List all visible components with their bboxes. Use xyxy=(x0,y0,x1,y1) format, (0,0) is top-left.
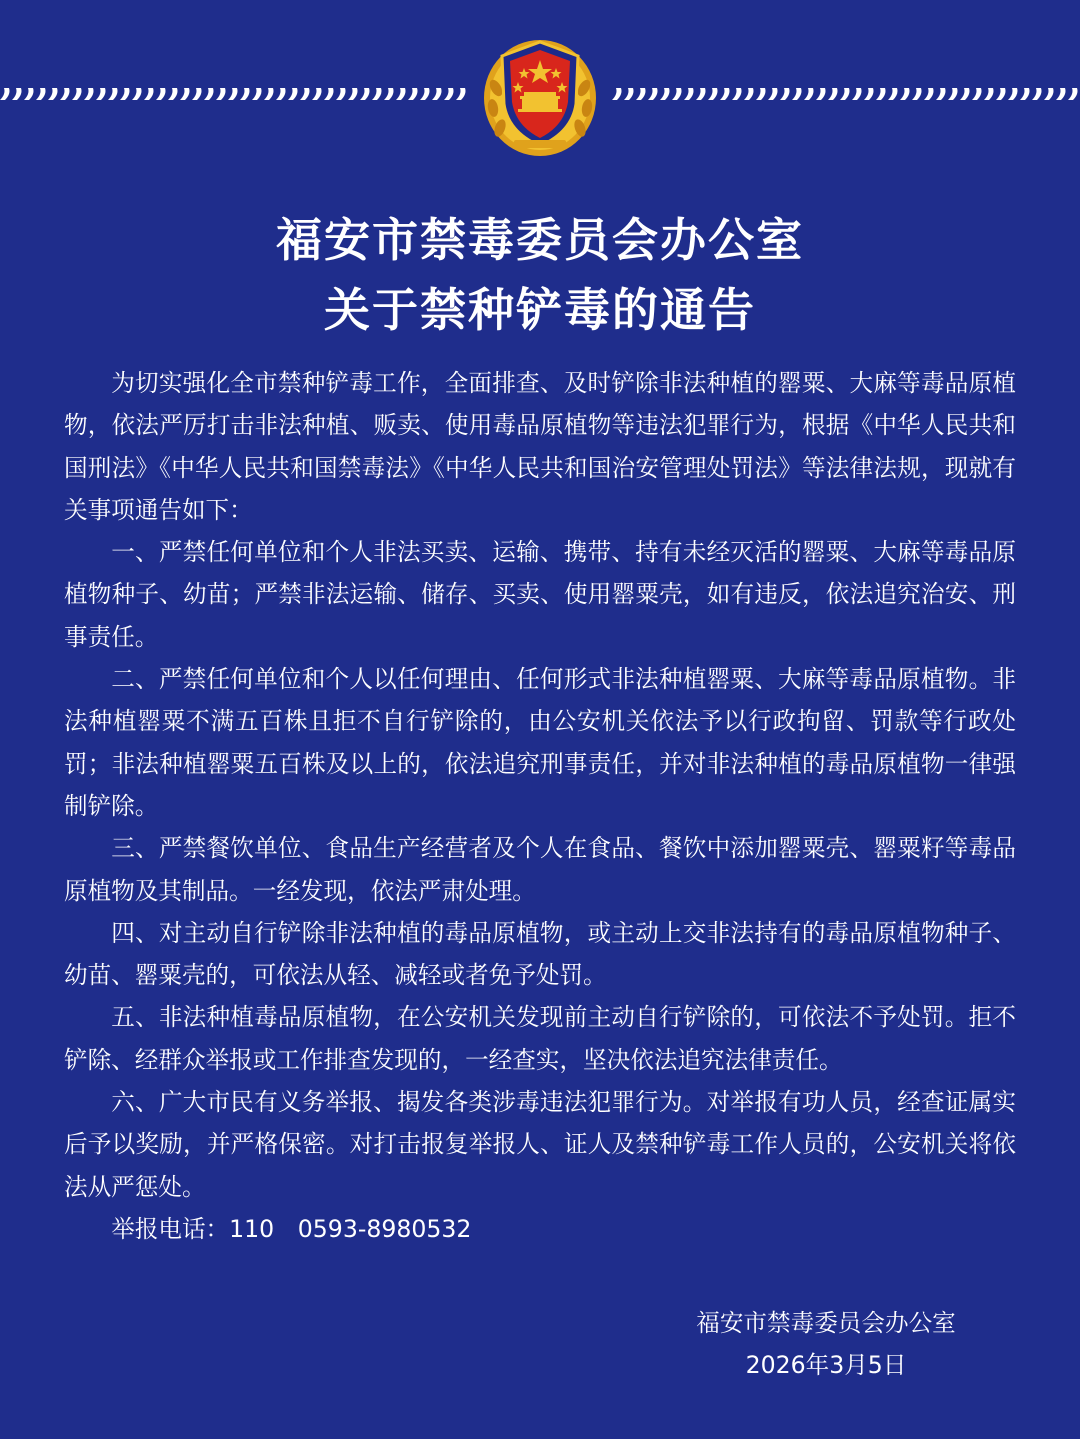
band-segment xyxy=(216,88,226,100)
band-segment xyxy=(360,88,370,100)
band-segment xyxy=(840,88,850,100)
report-hotline: 举报电话：110 0593-8980532 xyxy=(111,1214,472,1243)
band-segment xyxy=(384,88,394,100)
notice-item-3: 三、严禁餐饮单位、食品生产经营者及个人在食品、餐饮中添加罂粟壳、罂粟籽等毒品原植物及其制品。一经发现，依法严肃处理。 xyxy=(64,834,1016,905)
band-segment xyxy=(792,88,802,100)
band-segment xyxy=(852,88,862,100)
band-segment xyxy=(240,88,250,100)
band-segment xyxy=(948,88,958,100)
band-segment xyxy=(408,88,418,100)
band-segment xyxy=(1032,88,1042,100)
band-segment xyxy=(24,88,34,100)
band-segment xyxy=(168,88,178,100)
band-segment xyxy=(1020,88,1030,100)
band-segment xyxy=(300,88,310,100)
notice-intro: 为切实强化全市禁种铲毒工作，全面排查、及时铲除非法种植的罂粟、大麻等毒品原植物，依法严厉打击非法种植、贩卖、使用毒品原植物等违法犯罪行为，根据《中华人民共和国刑法》《中华人民共和国禁毒法》《中华人民共和国治安管理处罚法》等法律法规，现就有关事项通告如下： xyxy=(64,369,1016,524)
notice-item-1: 一、严禁任何单位和个人非法买卖、运输、携带、持有未经灭活的罂粟、大麻等毒品原植物种子、幼苗；严禁非法运输、储存、买卖、使用罂粟壳，如有违反，依法追究治安、刑事责任。 xyxy=(64,538,1016,651)
band-segment xyxy=(768,88,778,100)
band-segment xyxy=(348,88,358,100)
band-segment xyxy=(804,88,814,100)
band-segment xyxy=(12,88,22,100)
band-segment xyxy=(924,88,934,100)
band-segment xyxy=(192,88,202,100)
band-segment xyxy=(252,88,262,100)
notice-item-5: 五、非法种植毒品原植物，在公安机关发现前主动自行铲除的，可依法不予处罚。拒不铲除、经群众举报或工作排查发现的，一经查实，坚决依法追究法律责任。 xyxy=(64,1003,1016,1074)
notice-item-6: 六、广大市民有义务举报、揭发各类涉毒违法犯罪行为。对举报有功人员，经查证属实后予以奖励，并严格保密。对打击报复举报人、证人及禁种铲毒工作人员的，公安机关将依法从严惩处。 xyxy=(64,1088,1016,1201)
band-segment xyxy=(708,88,718,100)
band-segment xyxy=(396,88,406,100)
band-segment xyxy=(372,88,382,100)
band-segment xyxy=(156,88,166,100)
band-segment xyxy=(636,88,646,100)
band-segment xyxy=(936,88,946,100)
braided-band-left xyxy=(0,86,468,102)
band-segment xyxy=(960,88,970,100)
band-segment xyxy=(900,88,910,100)
notice-item-2: 二、严禁任何单位和个人以任何理由、任何形式非法种植罂粟、大麻等毒品原植物。非法种植罂粟不满五百株且拒不自行铲除的，由公安机关依法予以行政拘留、罚款等行政处罚；非法种植罂粟五百株及以上的，依法追究刑事责任，并对非法种植的毒品原植物一律强制铲除。 xyxy=(64,665,1016,820)
band-segment xyxy=(864,88,874,100)
band-segment xyxy=(132,88,142,100)
band-segment xyxy=(120,88,130,100)
band-segment xyxy=(276,88,286,100)
band-segment xyxy=(180,88,190,100)
band-segment xyxy=(1008,88,1018,100)
band-segment xyxy=(696,88,706,100)
signature-date: 2026年3月5日 xyxy=(745,1351,907,1379)
band-segment xyxy=(264,88,274,100)
band-segment xyxy=(0,88,10,100)
band-segment xyxy=(1056,88,1066,100)
band-segment xyxy=(984,88,994,100)
band-segment xyxy=(456,88,466,100)
band-segment xyxy=(996,88,1006,100)
band-segment xyxy=(432,88,442,100)
band-segment xyxy=(108,88,118,100)
band-segment xyxy=(1044,88,1054,100)
band-segment xyxy=(720,88,730,100)
band-segment xyxy=(96,88,106,100)
band-segment xyxy=(288,88,298,100)
band-segment xyxy=(672,88,682,100)
band-segment xyxy=(312,88,322,100)
band-segment xyxy=(624,88,634,100)
band-segment xyxy=(144,88,154,100)
band-segment xyxy=(420,88,430,100)
band-segment xyxy=(972,88,982,100)
band-segment xyxy=(612,88,622,100)
band-segment xyxy=(912,88,922,100)
band-segment xyxy=(336,88,346,100)
band-segment xyxy=(324,88,334,100)
band-segment xyxy=(756,88,766,100)
band-segment xyxy=(828,88,838,100)
police-emblem-icon xyxy=(480,28,600,160)
band-segment xyxy=(732,88,742,100)
band-segment xyxy=(60,88,70,100)
band-segment xyxy=(888,88,898,100)
band-segment xyxy=(684,88,694,100)
band-segment xyxy=(876,88,886,100)
band-segment xyxy=(744,88,754,100)
band-segment xyxy=(444,88,454,100)
notice-body xyxy=(64,362,1016,1250)
band-segment xyxy=(780,88,790,100)
band-segment xyxy=(228,88,238,100)
band-segment xyxy=(660,88,670,100)
braided-band-right xyxy=(612,86,1080,102)
band-segment xyxy=(816,88,826,100)
signature-org: 福安市禁毒委员会办公室 xyxy=(696,1309,956,1337)
band-segment xyxy=(48,88,58,100)
notice-title-org: 福安市禁毒委员会办公室 xyxy=(276,213,804,267)
band-segment xyxy=(204,88,214,100)
notice-item-4: 四、对主动自行铲除非法种植的毒品原植物，或主动上交非法持有的毒品原植物种子、幼苗、罂粟壳的，可依法从轻、减轻或者免予处罚。 xyxy=(64,918,1016,990)
band-segment xyxy=(1068,88,1078,100)
band-segment xyxy=(84,88,94,100)
band-segment xyxy=(72,88,82,100)
band-segment xyxy=(36,88,46,100)
notice-title-subject: 关于禁种铲毒的通告 xyxy=(324,283,756,337)
band-segment xyxy=(648,88,658,100)
